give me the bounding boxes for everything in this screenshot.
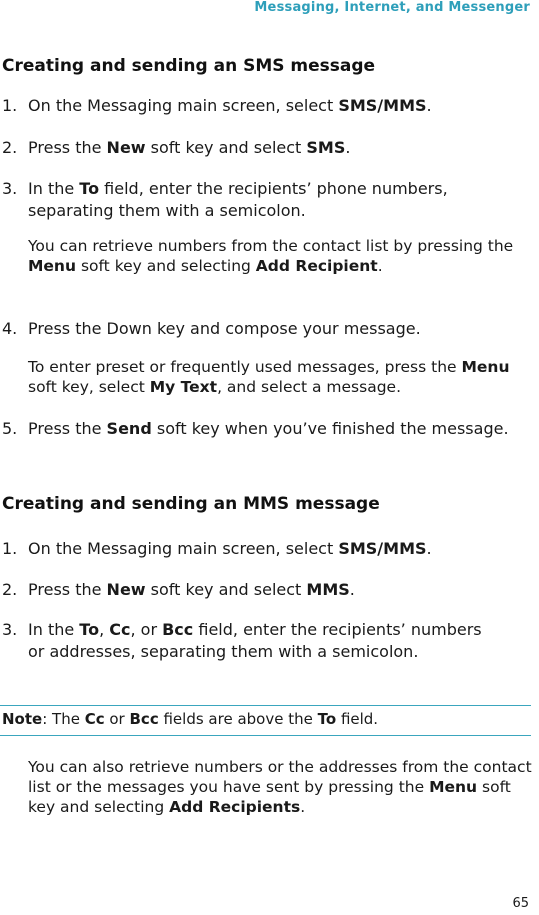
step-text: soft key when you’ve finished the message. [151, 419, 509, 438]
note-label: Note [2, 710, 43, 728]
step-text: Press the [28, 580, 107, 599]
menu-term: Add Recipients [169, 798, 301, 816]
step-text: . [345, 138, 351, 157]
step-text: soft key and select [145, 580, 307, 599]
step-text: On the Messaging main screen, select [28, 539, 339, 558]
step-text: In the [28, 620, 80, 639]
step-number: 3. [2, 620, 18, 639]
sms-step-3-detail [28, 236, 532, 276]
step-text: On the Messaging main screen, select [28, 96, 339, 115]
note-text: fields are above the [158, 710, 318, 728]
mms-section-title: Creating and sending an MMS message [2, 494, 380, 514]
sms-step-3 [2, 178, 532, 222]
detail-text: soft key, select [28, 378, 150, 396]
field-term: To [79, 179, 100, 198]
step-text: Press the [28, 138, 107, 157]
step-text: Press the [28, 419, 107, 438]
sms-section-title: Creating and sending an SMS message [2, 56, 376, 76]
menu-term: Add Recipient [255, 257, 378, 275]
step-number: 1. [2, 96, 18, 115]
step-number: 5. [2, 419, 18, 438]
field-term: To [317, 710, 337, 728]
mms-step-3 [2, 619, 482, 663]
softkey-term: Send [106, 419, 152, 438]
detail-text: , and select a message. [217, 378, 402, 396]
step-text: . [426, 539, 432, 558]
detail-text: soft key and selecting [28, 778, 511, 816]
field-term: Bcc [129, 710, 159, 728]
step-text: . [349, 580, 355, 599]
sms-step-2 [2, 137, 532, 159]
softkey-term: Menu [28, 257, 77, 275]
step-text: Press the Down key and compose your message. [28, 319, 421, 338]
step-text: field, enter the recipients’ numbers or addresses, separating them with a semicolon. [28, 620, 482, 661]
softkey-term: New [106, 580, 146, 599]
field-term: Cc [109, 620, 131, 639]
mms-step-2 [2, 579, 532, 601]
softkey-term: New [106, 138, 146, 157]
detail-text: . [300, 798, 306, 816]
step-text: soft key and select [145, 138, 307, 157]
detail-text: To enter preset or frequently used messages, press the [28, 358, 462, 376]
mms-step-3-detail [28, 757, 532, 817]
note-top-rule [0, 705, 531, 706]
step-text: field, enter the recipients’ phone numbers, separating them with a semicolon. [28, 179, 448, 220]
softkey-term: Menu [429, 778, 478, 796]
detail-text: You can also retrieve numbers or the addresses from the contact list or the messages you have sent by pressing the [28, 758, 532, 796]
sms-step-4 [2, 318, 532, 340]
note-bottom-rule [0, 735, 531, 736]
note-text: field. [336, 710, 379, 728]
detail-text: soft key and selecting [76, 257, 256, 275]
mms-step-1 [2, 538, 532, 560]
step-text: , or [130, 620, 163, 639]
detail-text: You can retrieve numbers from the contact list by pressing the [28, 237, 514, 255]
step-text: . [426, 96, 432, 115]
page-number: 65 [512, 896, 529, 911]
sms-step-4-detail [28, 357, 532, 397]
step-number: 2. [2, 138, 18, 157]
menu-term: SMS [306, 138, 346, 157]
step-text: In the [28, 179, 80, 198]
step-number: 1. [2, 539, 18, 558]
step-number: 4. [2, 319, 18, 338]
field-term: Bcc [162, 620, 194, 639]
step-number: 3. [2, 179, 18, 198]
sms-step-5 [2, 418, 532, 440]
note-text: or [104, 710, 130, 728]
page-header: Messaging, Internet, and Messenger [254, 0, 530, 15]
softkey-term: Menu [461, 358, 510, 376]
sms-step-1 [2, 95, 532, 117]
menu-term: SMS/MMS [338, 96, 427, 115]
menu-term: MMS [306, 580, 350, 599]
note [2, 709, 378, 729]
field-term: To [79, 620, 100, 639]
menu-term: SMS/MMS [338, 539, 427, 558]
step-text: , [99, 620, 110, 639]
menu-term: My Text [149, 378, 218, 396]
note-text: : The [42, 710, 85, 728]
detail-text: . [377, 257, 383, 275]
step-number: 2. [2, 580, 18, 599]
field-term: Cc [84, 710, 105, 728]
